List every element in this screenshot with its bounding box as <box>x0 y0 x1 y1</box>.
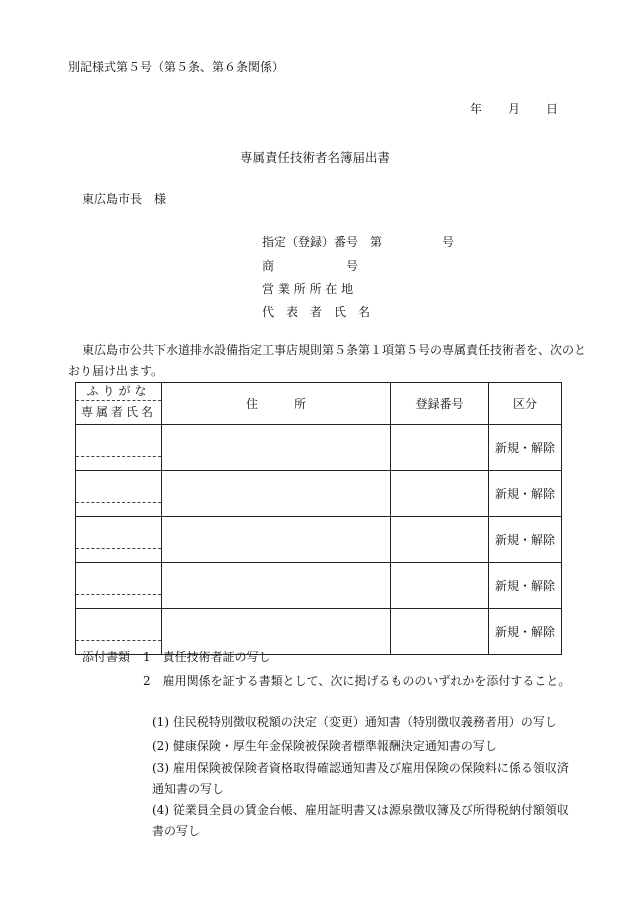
address-cell[interactable] <box>162 517 391 563</box>
reg-number-cell[interactable] <box>391 609 489 655</box>
table-row <box>76 563 562 609</box>
field-office-address: 営 業 所 所 在 地 <box>262 282 354 296</box>
category-cell[interactable]: 新規・解除 <box>489 517 562 563</box>
date-year: 年 <box>470 102 483 116</box>
category-cell[interactable]: 新規・解除 <box>489 471 562 517</box>
name-cell[interactable] <box>76 563 162 609</box>
form-reference: 別記様式第５号（第５条、第６条関係） <box>68 60 285 74</box>
reg-number-cell[interactable] <box>391 517 489 563</box>
address-cell[interactable] <box>162 471 391 517</box>
address-cell[interactable] <box>162 425 391 471</box>
header-furigana: ふりがな <box>76 383 161 401</box>
attachment-sub-1: (1) 住民税特別徴収税額の決定（変更）通知書（特別徴収義務者用）の写し <box>152 715 557 729</box>
table-row <box>76 471 562 517</box>
header-name <box>76 383 162 425</box>
table-row <box>76 425 562 471</box>
address-cell[interactable] <box>162 563 391 609</box>
attachment-item-2: 2 雇用関係を証する書類として、次に掲げるもののいずれかを添付すること。 <box>143 674 571 688</box>
header-member-name: 専属者氏名 <box>80 405 156 419</box>
category-cell[interactable]: 新規・解除 <box>489 609 562 655</box>
name-cell[interactable] <box>76 517 162 563</box>
body-text: 東広島市公共下水道排水設備指定工事店規則第５条第１項第５号の専属責任技術者を、次のとおり届け出ます。 <box>68 343 587 378</box>
reg-number-cell[interactable] <box>391 563 489 609</box>
name-cell[interactable] <box>76 471 162 517</box>
attachment-sub-3: (3) 雇用保険被保険者資格取得確認通知書及び雇用保険の保険料に係る領収済通知書の写し <box>152 761 569 796</box>
reg-number-cell[interactable] <box>391 471 489 517</box>
field-trade-name: 商 号 <box>262 259 359 273</box>
document-title: 専属責任技術者名簿届出書 <box>239 150 390 165</box>
attachment-sub-2: (2) 健康保険・厚生年金保険被保険者標準報酬決定通知書の写し <box>152 739 497 753</box>
attachment-item-1: 1 責任技術者証の写し <box>143 650 271 664</box>
category-cell[interactable]: 新規・解除 <box>489 425 562 471</box>
reg-number-cell[interactable] <box>391 425 489 471</box>
table-header-row <box>76 383 562 425</box>
header-category: 区分 <box>489 383 562 425</box>
header-address: 住 所 <box>162 383 391 425</box>
date-line <box>470 100 558 117</box>
category-cell[interactable]: 新規・解除 <box>489 563 562 609</box>
header-registration-number: 登録番号 <box>391 383 489 425</box>
roster-table <box>75 382 562 655</box>
addressee: 東広島市長 様 <box>82 192 167 206</box>
date-month: 月 <box>508 102 521 116</box>
field-representative-name: 代 表 者 氏 名 <box>262 305 371 319</box>
attachment-sub-4: (4) 従業員全員の賃金台帳、雇用証明書又は源泉徴収簿及び所得税納付額領収書の写し <box>152 803 569 838</box>
date-day: 日 <box>546 102 559 116</box>
field-designation-number: 指定（登録）番号 第 号 <box>262 235 455 249</box>
attachments-label: 添付書類 <box>82 650 131 664</box>
table-row <box>76 517 562 563</box>
name-cell[interactable] <box>76 425 162 471</box>
